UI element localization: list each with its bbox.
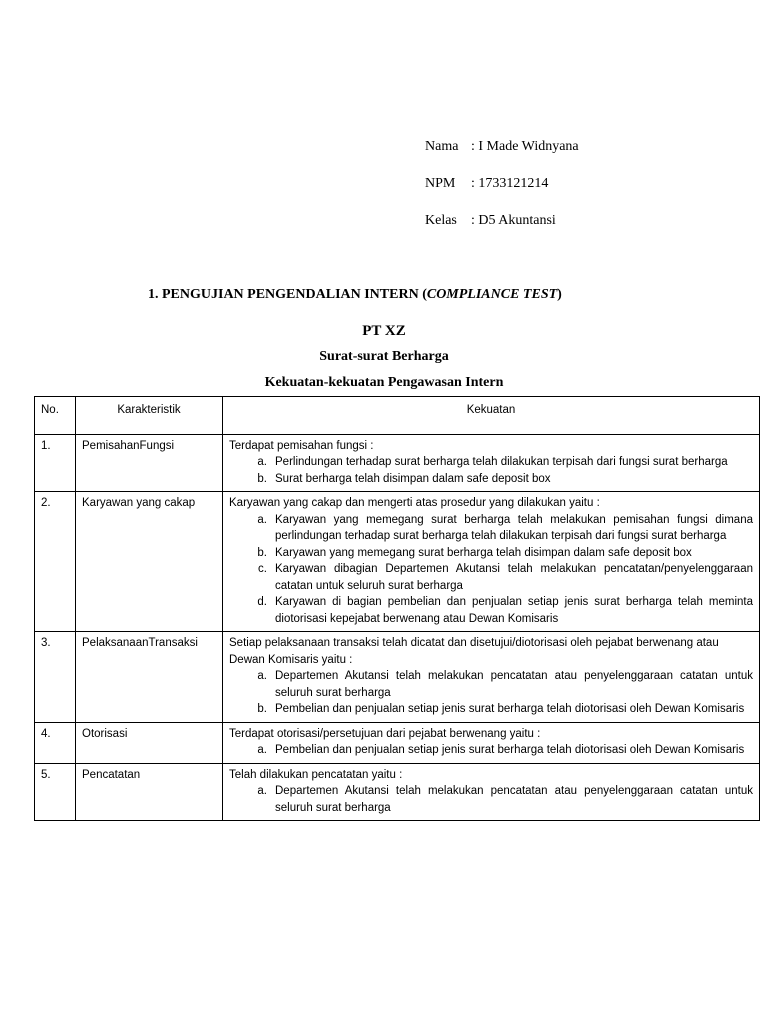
row-kekuatan bbox=[223, 434, 760, 492]
list-item bbox=[229, 742, 753, 759]
row-kekuatan bbox=[223, 763, 760, 821]
list-item bbox=[229, 454, 753, 471]
kekuatan-intro: Terdapat otorisasi/persetujuan dari pejabat berwenang yaitu : bbox=[229, 727, 541, 740]
row-kekuatan bbox=[223, 632, 760, 723]
table-row bbox=[35, 492, 760, 632]
table-row bbox=[35, 722, 760, 763]
row-number: 5. bbox=[35, 763, 76, 821]
list-text: Karyawan yang memegang surat berharga telah melakukan pemisahan fungsi dimana perlindungan terhadap surat berharga telah dilakukan terpisah dari fungsi surat berharga bbox=[275, 513, 753, 542]
list-marker: a. bbox=[257, 456, 267, 468]
list-item bbox=[229, 561, 753, 594]
kekuatan-intro: Terdapat pemisahan fungsi : bbox=[229, 439, 374, 452]
header-kekuatan: Kekuatan bbox=[223, 397, 760, 435]
list-text: Pembelian dan penjualan setiap jenis surat berharga telah diotorisasi oleh Dewan Komisaris bbox=[275, 703, 745, 715]
table-header-row bbox=[35, 397, 760, 435]
list-item bbox=[229, 471, 753, 488]
row-number: 2. bbox=[35, 492, 76, 632]
kekuatan-list bbox=[229, 783, 753, 816]
list-marker: a. bbox=[257, 744, 267, 756]
list-marker: c. bbox=[258, 563, 267, 575]
list-item bbox=[229, 545, 753, 562]
table-body bbox=[35, 434, 760, 821]
class-row bbox=[425, 212, 579, 249]
table-row bbox=[35, 763, 760, 821]
list-marker: a. bbox=[257, 513, 267, 526]
npm-label: NPM bbox=[425, 176, 456, 191]
list-marker: a. bbox=[257, 785, 267, 797]
kekuatan-list bbox=[229, 512, 753, 628]
row-karakteristik: Pencatatan bbox=[76, 763, 223, 821]
row-karakteristik: Otorisasi bbox=[76, 722, 223, 763]
row-number: 4. bbox=[35, 722, 76, 763]
list-marker: a. bbox=[257, 670, 267, 682]
section-heading bbox=[148, 287, 562, 303]
list-text: Karyawan yang memegang surat berharga telah disimpan dalam safe deposit box bbox=[275, 546, 692, 559]
list-item bbox=[229, 783, 753, 816]
company-title: PT XZ bbox=[362, 323, 406, 339]
name-label: Nama bbox=[425, 139, 459, 154]
heading-suffix: ) bbox=[557, 287, 562, 302]
row-karakteristik: Karyawan yang cakap bbox=[76, 492, 223, 632]
list-item bbox=[229, 594, 753, 627]
list-item bbox=[229, 701, 753, 718]
kekuatan-list bbox=[229, 742, 753, 759]
list-marker: d. bbox=[257, 596, 267, 608]
list-marker: b. bbox=[257, 472, 267, 485]
header-karakteristik: Karakteristik bbox=[76, 397, 223, 435]
kekuatan-intro: Karyawan yang cakap dan mengerti atas prosedur yang dilakukan yaitu : bbox=[229, 497, 600, 509]
heading-prefix: 1. PENGUJIAN PENGENDALIAN INTERN ( bbox=[148, 287, 427, 302]
list-item bbox=[229, 668, 753, 701]
list-text: Pembelian dan penjualan setiap jenis surat berharga telah diotorisasi oleh Dewan Komisaris bbox=[275, 744, 745, 756]
name-value: : I Made Widnyana bbox=[471, 139, 579, 154]
list-text: Surat berharga telah disimpan dalam safe deposit box bbox=[275, 472, 551, 485]
strengths-table bbox=[34, 396, 760, 821]
list-text: Departemen Akutansi telah melakukan pencatatan atau penyelenggaraan catatan untuk seluruh surat berharga bbox=[275, 670, 753, 699]
class-label: Kelas bbox=[425, 213, 457, 228]
kekuatan-intro: Setiap pelaksanaan transaksi telah dicatat dan disetujui/diotorisasi oleh pejabat berwenang atau Dewan Komisaris yaitu : bbox=[229, 637, 719, 666]
table-row bbox=[35, 632, 760, 723]
table-title: Kekuatan-kekuatan Pengawasan Intern bbox=[264, 375, 504, 390]
row-number: 1. bbox=[35, 434, 76, 492]
npm-value: : 1733121214 bbox=[471, 176, 549, 191]
class-value: : D5 Akuntansi bbox=[471, 213, 556, 228]
row-karakteristik: PelaksanaanTransaksi bbox=[76, 632, 223, 723]
heading-italic: COMPLIANCE TEST bbox=[426, 287, 558, 302]
subtitle: Surat-surat Berharga bbox=[319, 349, 449, 364]
header-no: No. bbox=[35, 397, 76, 435]
kekuatan-intro: Telah dilakukan pencatatan yaitu : bbox=[229, 768, 403, 781]
row-karakteristik: PemisahanFungsi bbox=[76, 434, 223, 492]
row-number: 3. bbox=[35, 632, 76, 723]
kekuatan-list bbox=[229, 454, 753, 487]
identity-block bbox=[425, 138, 579, 249]
list-text: Karyawan dibagian Departemen Akutansi telah melakukan pencatatan/penyelenggaraan catatan untuk seluruh surat berharga bbox=[275, 563, 753, 592]
list-text: Perlindungan terhadap surat berharga telah dilakukan terpisah dari fungsi surat berharga bbox=[275, 456, 728, 468]
npm-row bbox=[425, 175, 579, 212]
table-row bbox=[35, 434, 760, 492]
name-row bbox=[425, 138, 579, 175]
list-text: Karyawan di bagian pembelian dan penjualan setiap jenis surat berharga telah meminta diotorisasi kepejabat berwenang atau Dewan Komisaris bbox=[275, 596, 753, 625]
list-item bbox=[229, 512, 753, 545]
list-marker: b. bbox=[257, 546, 267, 559]
list-text: Departemen Akutansi telah melakukan pencatatan atau penyelenggaraan catatan untuk seluruh surat berharga bbox=[275, 785, 753, 814]
list-marker: b. bbox=[257, 703, 267, 715]
row-kekuatan bbox=[223, 492, 760, 632]
kekuatan-list bbox=[229, 668, 753, 718]
row-kekuatan bbox=[223, 722, 760, 763]
